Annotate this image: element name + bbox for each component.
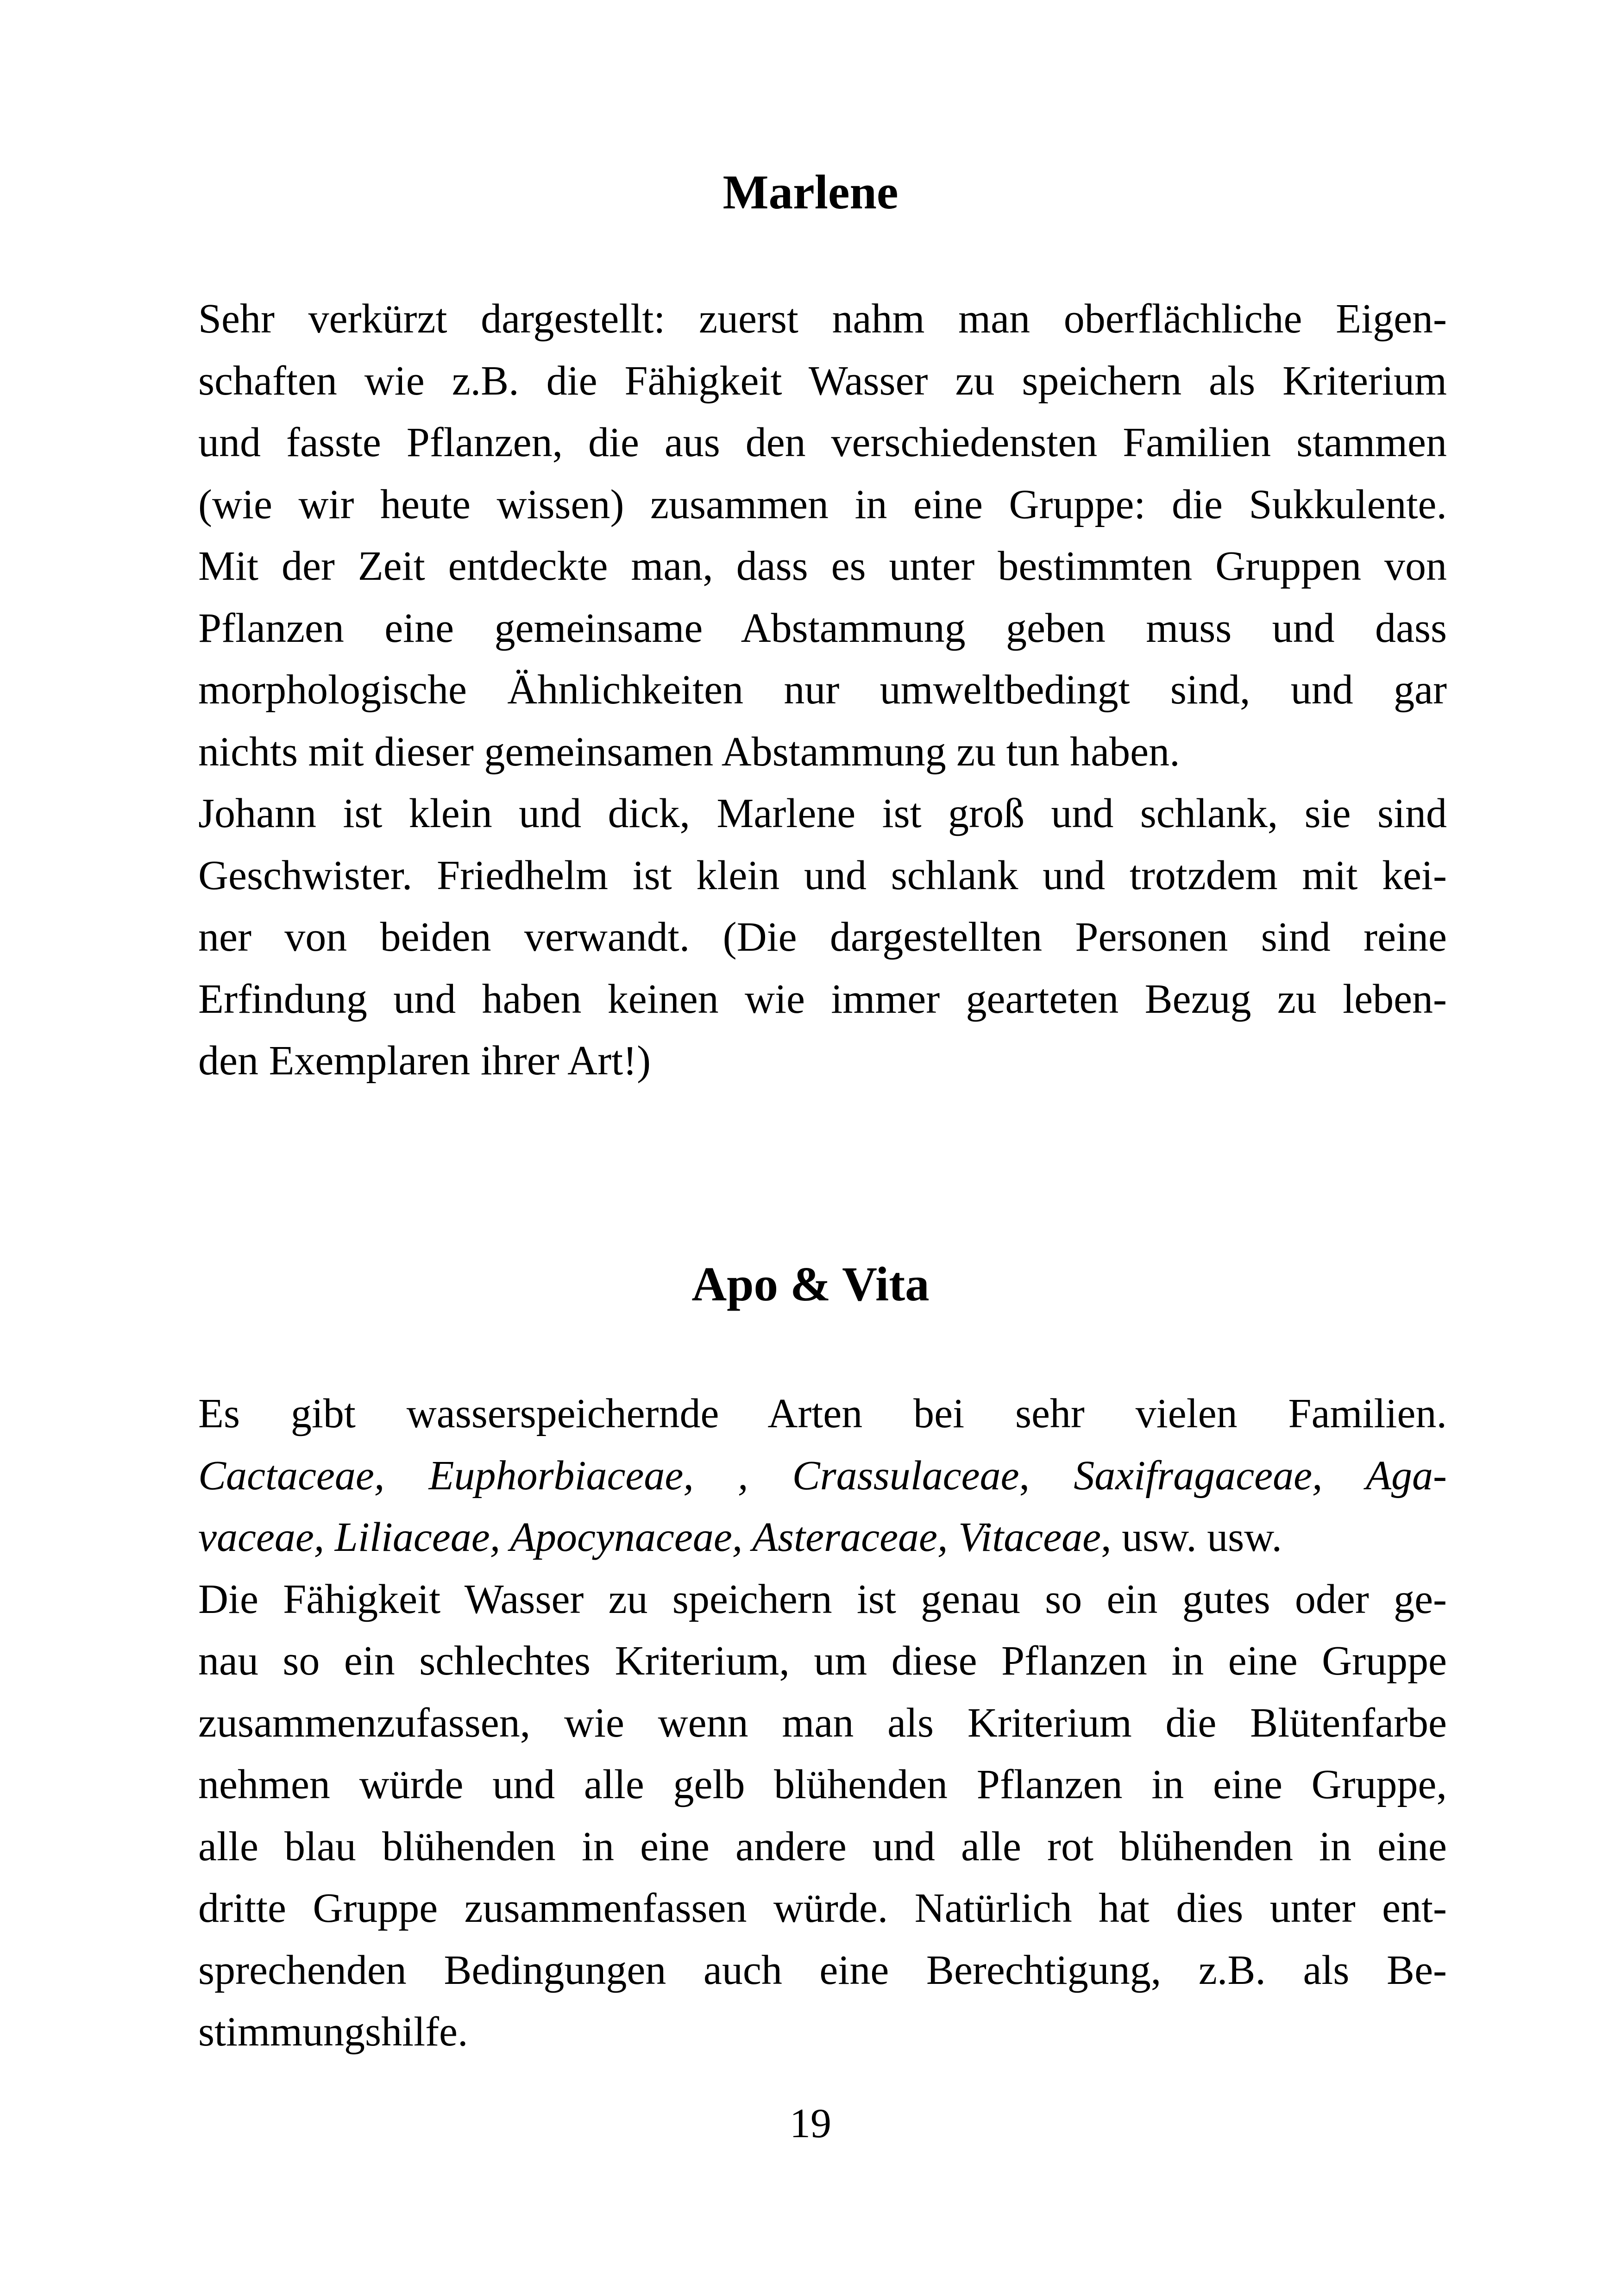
separator-text: , [1019, 1452, 1074, 1499]
family-names-italic: vaceae, Liliaceae, Apocynaceae, Asteraceae, Vitaceae [198, 1514, 1101, 1560]
paragraph-line: den Exemplaren ihrer Art!) [198, 1038, 651, 1084]
paragraph-line [198, 1506, 1447, 1568]
paragraph-line: alle blau blühenden in eine andere und alle rot blühenden in eine [198, 1823, 1447, 1869]
paragraph-line: Johann ist klein und dick, Marlene ist groß und schlank, sie sind [198, 790, 1447, 836]
section-body-marlene [198, 288, 1447, 1092]
paragraph-line: Mit der Zeit entdeckte man, dass es unter bestimmten Gruppen von [198, 543, 1447, 589]
paragraph-line: zusammenzufassen, wie wenn man als Kriterium die Blütenfarbe [198, 1700, 1447, 1746]
paragraph-line: Erfindung und haben keinen wie immer gearteten Bezug zu leben- [198, 976, 1447, 1022]
paragraph-line: nehmen würde und alle gelb blühenden Pflanzen in eine Gruppe, [198, 1762, 1447, 1807]
section-body-apo-vita [198, 1383, 1447, 2063]
paragraph-line [198, 1445, 1447, 1507]
section-title-apo-vita: Apo & Vita [691, 1257, 930, 1311]
paragraph-line: morphologische Ähnlichkeiten nur umweltbedingt sind, und gar [198, 667, 1447, 713]
page-number: 19 [790, 2101, 831, 2146]
paragraph-line: und fasste Pflanzen, die aus den verschiedensten Familien stammen [198, 420, 1447, 465]
section-title-marlene: Marlene [723, 165, 898, 219]
paragraph-line: stimmungshilfe. [198, 2009, 468, 2055]
family-names-italic: Saxifragaceae, Aga- [1074, 1452, 1447, 1499]
paragraph-line: schaften wie z.B. die Fähigkeit Wasser zu speichern als Kriterium [198, 358, 1447, 404]
paragraph-line: nichts mit dieser gemeinsamen Abstammung zu tun haben. [198, 728, 1180, 775]
paragraph-line: nau so ein schlechtes Kriterium, um diese Pflanzen in eine Gruppe [198, 1638, 1447, 1684]
paragraph-line: dritte Gruppe zusammenfassen würde. Natürlich hat dies unter ent- [198, 1885, 1447, 1931]
paragraph-line: Die Fähigkeit Wasser zu speichern ist genau so ein gutes oder ge- [198, 1576, 1447, 1622]
paragraph-line: ner von beiden verwandt. (Die dargestellten Personen sind reine [198, 914, 1447, 960]
paragraph-line: sprechenden Bedingungen auch eine Berechtigung, z.B. als Be- [198, 1947, 1447, 1993]
paragraph-line: Es gibt wasserspeichernde Arten bei sehr vielen Familien. [198, 1391, 1447, 1437]
paragraph-line: Pflanzen eine gemeinsame Abstammung geben muss und dass [198, 605, 1447, 651]
family-names-italic: Cactaceae, Euphorbiaceae, , Crassulaceae [198, 1452, 1019, 1499]
paragraph-line: Geschwister. Friedhelm ist klein und schlank und trotzdem mit kei- [198, 852, 1447, 898]
paragraph-line: (wie wir heute wissen) zusammen in eine Gruppe: die Sukkulente. [198, 481, 1447, 527]
paragraph-line: Sehr verkürzt dargestellt: zuerst nahm man oberflächliche Eigen- [198, 296, 1447, 342]
trailing-text: , usw. usw. [1101, 1514, 1282, 1560]
